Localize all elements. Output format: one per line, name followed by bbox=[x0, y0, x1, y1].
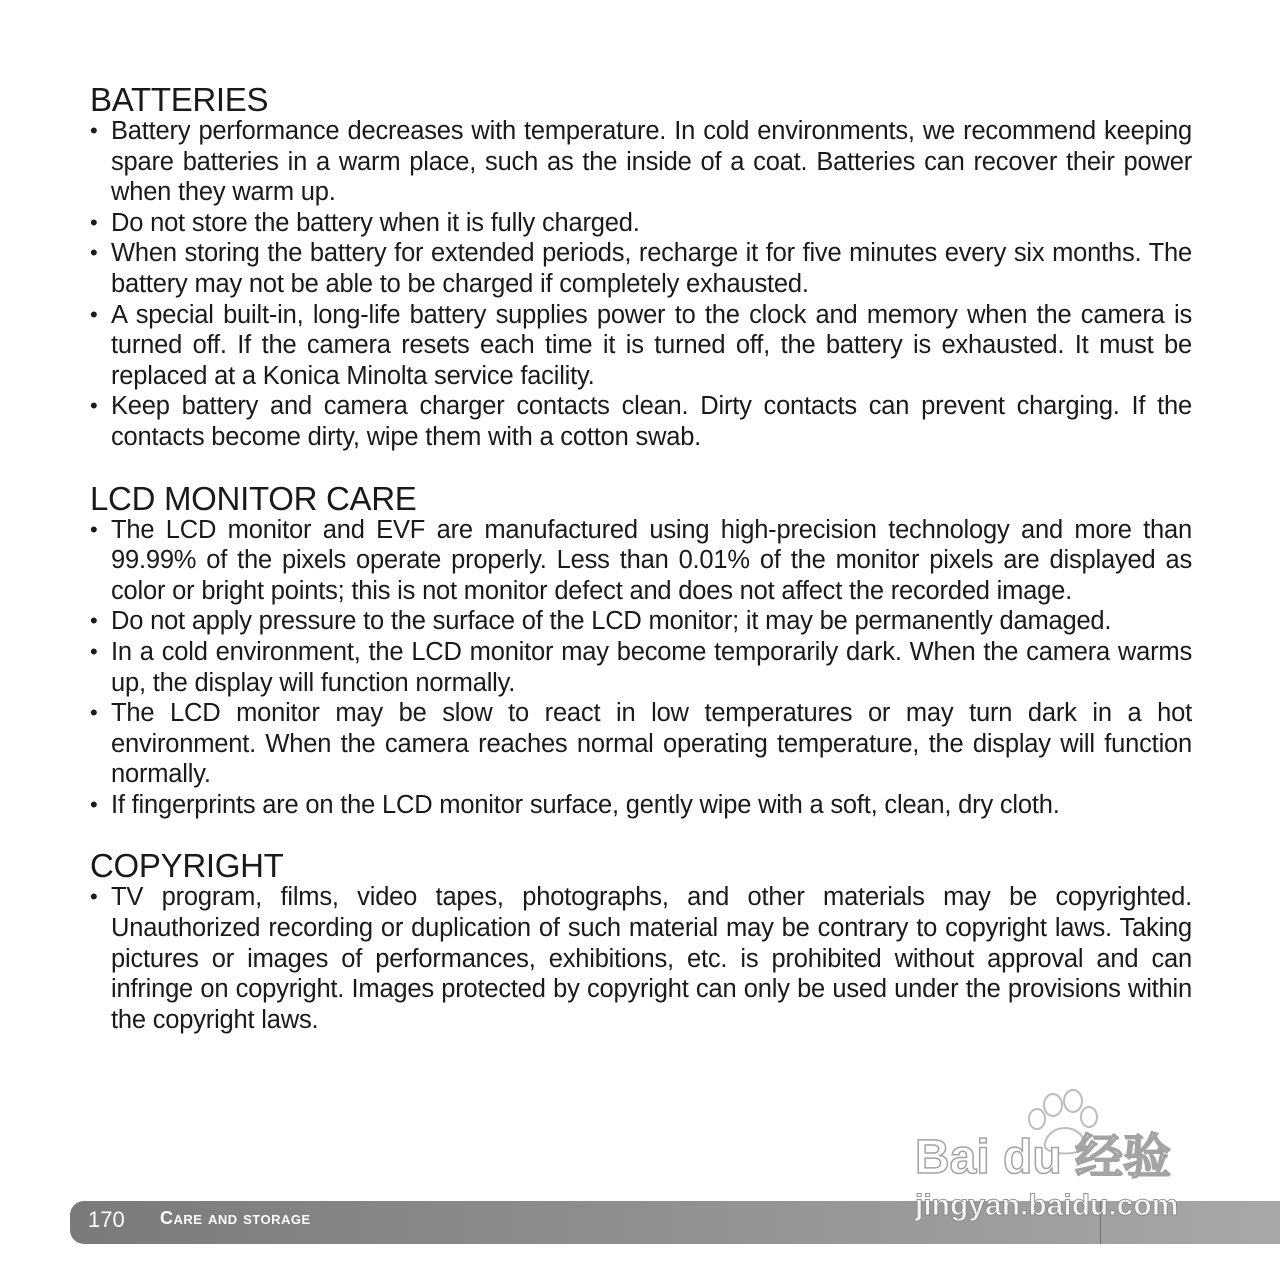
list-item: • The LCD monitor and EVF are manufactured using high-precision technology and more than 99.99% of the pixels operate properly. Less than 0.01% of the monitor pixels are displayed as color or bright points; this is not monitor defect and does not affect the recorded image. bbox=[90, 515, 1192, 607]
section-heading: COPYRIGHT bbox=[90, 847, 284, 885]
list-item: • Battery performance decreases with temperature. In cold environments, we recommend keeping spare batteries in a warm place, such as the inside of a coat. Batteries can recover their power when they warm up. bbox=[90, 116, 1192, 208]
list-item: • In a cold environment, the LCD monitor may become temporarily dark. When the camera warms up, the display will function normally. bbox=[90, 637, 1192, 698]
section-heading: LCD MONITOR CARE bbox=[90, 479, 417, 517]
section-lcd-monitor-care bbox=[90, 479, 1192, 821]
footer-title: care and storage bbox=[160, 1208, 311, 1228]
section-heading: BATTERIES bbox=[90, 81, 269, 118]
list-item: • A special built-in, long-life battery supplies power to the clock and memory when the camera is turned off. If the camera resets each time it is turned off, the battery is exhausted. It must be replaced at a Konica Minolta service facility. bbox=[90, 300, 1192, 392]
section-copyright bbox=[90, 846, 1192, 1035]
list-item: • Keep battery and camera charger contacts clean. Dirty contacts can prevent charging. If the contacts become dirty, wipe them with a cotton swab. bbox=[90, 391, 1192, 452]
list-item: • If fingerprints are on the LCD monitor surface, gently wipe with a soft, clean, dry cloth. bbox=[90, 790, 1192, 821]
bullet-list bbox=[90, 116, 1192, 453]
list-item: • Do not store the battery when it is fully charged. bbox=[90, 208, 1192, 239]
watermark-url: jingyan.baidu.com bbox=[915, 1189, 1179, 1222]
list-item: • When storing the battery for extended periods, recharge it for five minutes every six months. The battery may not be able to be charged if completely exhausted. bbox=[90, 238, 1192, 299]
list-item: • Do not apply pressure to the surface of the LCD monitor; it may be permanently damaged. bbox=[90, 606, 1192, 637]
bullet-list bbox=[90, 882, 1192, 1035]
bullet-list bbox=[90, 515, 1192, 821]
list-item: • The LCD monitor may be slow to react in low temperatures or may turn dark in a hot environment. When the camera reaches normal operating temperature, the display will function normally. bbox=[90, 698, 1192, 790]
section-batteries bbox=[90, 80, 1192, 453]
watermark-brand: Bai du 经验 bbox=[915, 1131, 1172, 1184]
list-item: • TV program, films, video tapes, photographs, and other materials may be copyrighted. Unauthorized recording or duplication of such material may be contrary to copyright laws. Taking pictures or images of performances, exhibitions, etc. is prohibited without approval and can infringe on copyright. Images protected by copyright can only be used under the provisions within the copyright laws. bbox=[90, 882, 1192, 1035]
page-content bbox=[90, 80, 1192, 1061]
page-number: 170 bbox=[88, 1207, 125, 1232]
baidu-watermark bbox=[905, 1085, 1205, 1235]
